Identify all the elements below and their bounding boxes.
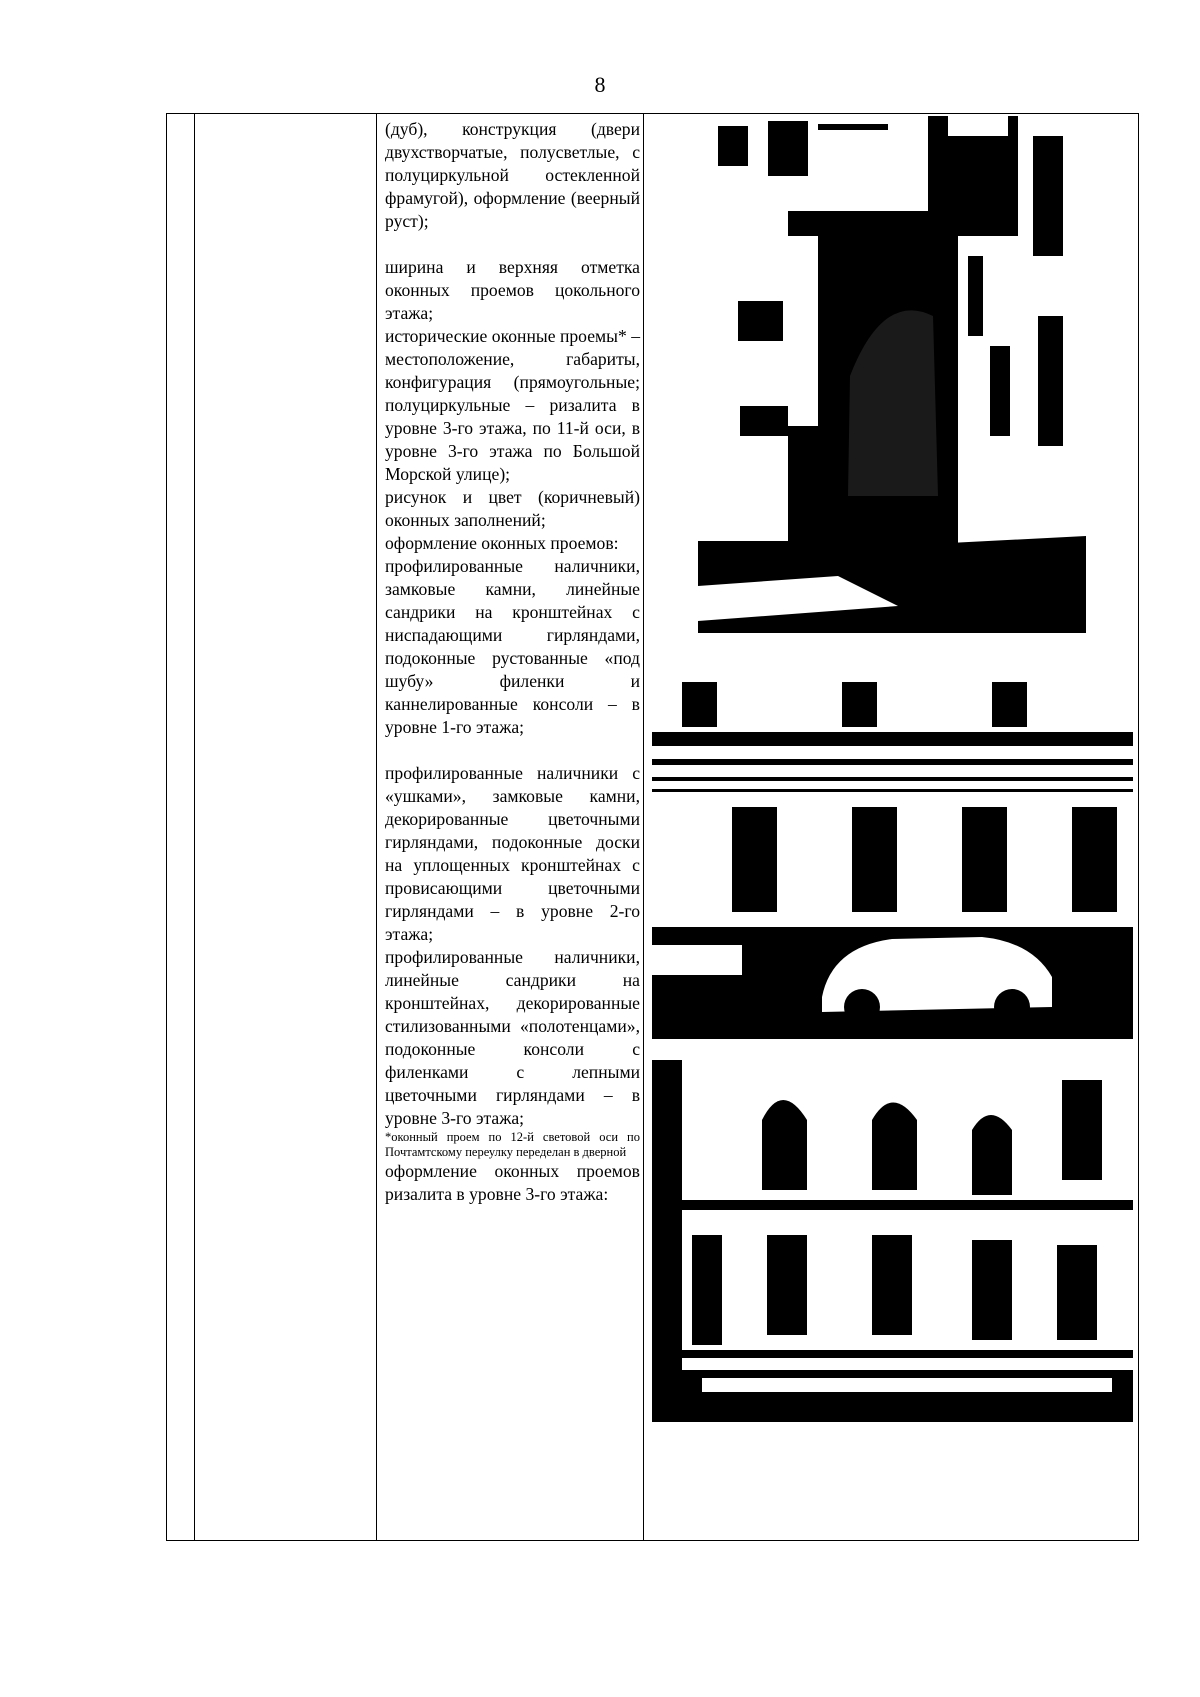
paragraph-third-floor: профилированные наличники, линейные сандрики на кронштейнах, декорированные стилизованными «полотенцами», подоконные консоли с филенками с лепными цветочными гирляндами – в уровне 3-го этажа; bbox=[385, 947, 640, 1128]
column-divider-2 bbox=[376, 114, 377, 1540]
paragraph-door-design: (дуб), конструкция (двери двухстворчатые, полусветлые, с полуциркульной остекленной фрамугой), оформление (веерный руст); bbox=[385, 119, 640, 231]
paragraph-opening-design-heading: оформление оконных проемов: bbox=[385, 533, 619, 553]
description-text-column bbox=[385, 118, 640, 1206]
paragraph-window-fill: рисунок и цвет (коричневый) оконных заполнений; bbox=[385, 487, 640, 530]
photo-facade-upper-floors bbox=[652, 1060, 1133, 1422]
paragraph-risalit-openings: оформление оконных проемов ризалита в уровне 3-го этажа: bbox=[385, 1161, 640, 1204]
arched-gateway-image bbox=[698, 116, 1086, 633]
facade-first-floor-image bbox=[652, 677, 1133, 1039]
paragraph-footnote: *оконный проем по 12-й световой оси по Почтамтскому переулку переделан в дверной bbox=[385, 1130, 640, 1159]
paragraph-basement-openings: ширина и верхняя отметка оконных проемов цокольного этажа; bbox=[385, 257, 640, 323]
column-divider-1 bbox=[194, 114, 195, 1540]
photo-facade-first-floor bbox=[652, 677, 1133, 1039]
photo-arched-gateway bbox=[698, 116, 1086, 633]
column-divider-3 bbox=[643, 114, 644, 1540]
paragraph-first-floor: профилированные наличники, замковые камни, линейные сандрики на кронштейнах с ниспадающими гирляндами, подоконные рустованные «под шубу» филенки и каннелированные консоли – в уровне 1-го этажа; bbox=[385, 556, 640, 737]
paragraph-historic-openings: исторические оконные проемы* – местоположение, габариты, конфигурация (прямоугольные; полуциркульные – ризалита в уровне 3-го этажа, по 11-й оси, в уровне 3-го этажа по Большой Морской улице); bbox=[385, 326, 640, 484]
facade-upper-floors-image bbox=[652, 1060, 1133, 1422]
page-number: 8 bbox=[594, 72, 606, 97]
paragraph-second-floor: профилированные наличники с «ушками», замковые камни, декорированные цветочными гирляндами, подоконные доски на уплощенных кронштейнах с провисающими цветочными гирляндами – в уровне 2-го этажа; bbox=[385, 763, 640, 944]
